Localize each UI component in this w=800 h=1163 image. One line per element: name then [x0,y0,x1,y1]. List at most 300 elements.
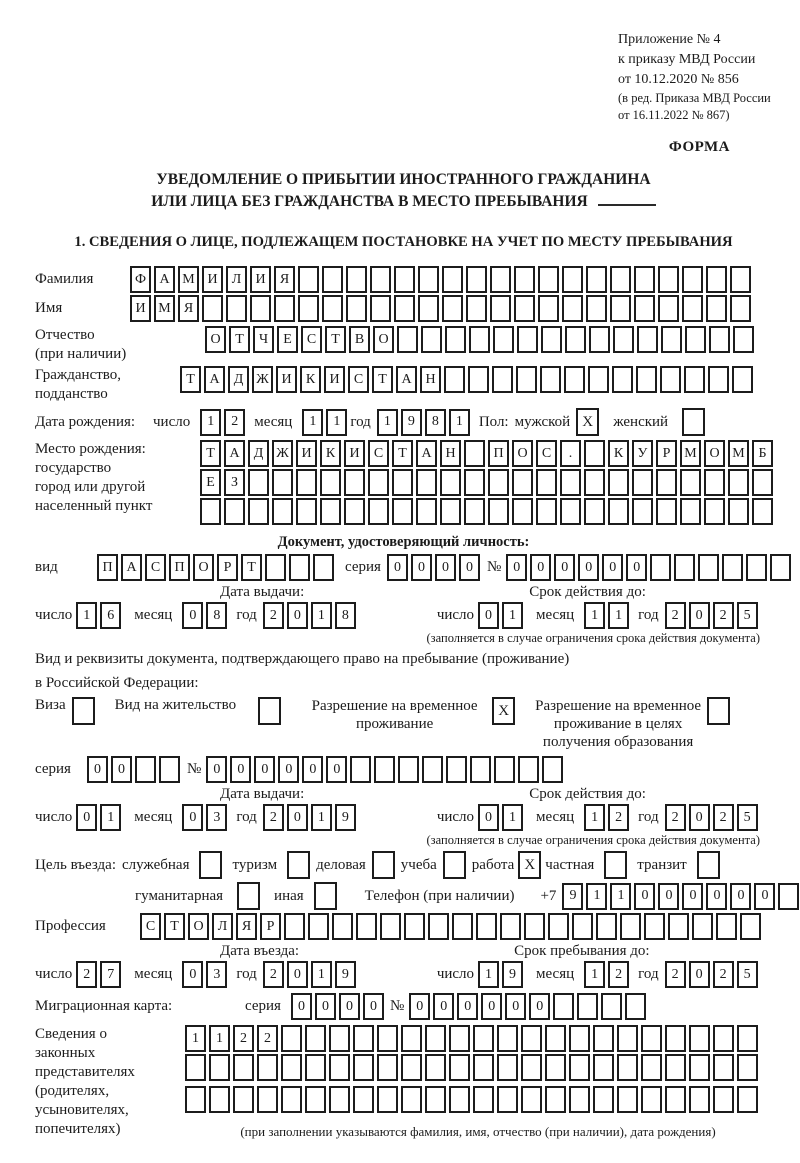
char-cell[interactable]: С [145,554,166,581]
char-cell[interactable] [421,326,442,353]
char-cell[interactable]: Б [752,440,773,467]
char-cell[interactable] [350,756,371,783]
char-cell[interactable] [185,1086,206,1113]
char-cell[interactable]: 1 [326,409,347,436]
char-cell[interactable]: 0 [682,883,703,910]
char-cell[interactable] [704,469,725,496]
char-cell[interactable]: . [560,440,581,467]
char-cell[interactable] [540,366,561,393]
char-cell[interactable]: 0 [435,554,456,581]
char-cell[interactable] [538,266,559,293]
purpose-study-checkbox[interactable] [443,851,466,879]
char-cell[interactable] [644,913,665,940]
char-cell[interactable] [541,326,562,353]
char-cell[interactable] [377,1086,398,1113]
char-cell[interactable] [497,1054,518,1081]
char-cell[interactable] [257,1086,278,1113]
char-cell[interactable]: О [205,326,226,353]
char-cell[interactable] [658,295,679,322]
char-cell[interactable] [320,498,341,525]
char-cell[interactable]: 0 [409,993,430,1020]
char-cell[interactable]: Я [236,913,257,940]
char-cell[interactable] [538,295,559,322]
char-cell[interactable] [632,498,653,525]
char-cell[interactable] [329,1086,350,1113]
char-cell[interactable] [397,326,418,353]
char-cell[interactable] [418,295,439,322]
char-cell[interactable] [562,295,583,322]
char-cell[interactable] [569,1025,590,1052]
char-cell[interactable] [444,366,465,393]
char-cell[interactable]: Р [260,913,281,940]
char-cell[interactable] [488,498,509,525]
char-cell[interactable]: 0 [459,554,480,581]
char-cell[interactable] [250,295,271,322]
char-cell[interactable]: 1 [100,804,121,831]
char-cell[interactable] [493,326,514,353]
char-cell[interactable]: И [130,295,151,322]
char-cell[interactable] [536,469,557,496]
char-cell[interactable] [634,295,655,322]
char-cell[interactable] [685,326,706,353]
char-cell[interactable] [577,993,598,1020]
char-cell[interactable] [370,266,391,293]
char-cell[interactable] [442,295,463,322]
char-cell[interactable] [468,366,489,393]
char-cell[interactable]: 0 [326,756,347,783]
char-cell[interactable] [398,756,419,783]
char-cell[interactable] [680,498,701,525]
char-cell[interactable]: 9 [335,804,356,831]
char-cell[interactable] [584,498,605,525]
char-cell[interactable] [656,498,677,525]
char-cell[interactable]: 0 [578,554,599,581]
char-cell[interactable] [329,1025,350,1052]
char-cell[interactable]: 1 [586,883,607,910]
char-cell[interactable] [545,1025,566,1052]
char-cell[interactable] [296,469,317,496]
char-cell[interactable] [562,266,583,293]
char-cell[interactable]: 3 [206,961,227,988]
char-cell[interactable] [440,469,461,496]
char-cell[interactable]: Т [392,440,413,467]
char-cell[interactable] [728,498,749,525]
char-cell[interactable]: О [512,440,533,467]
char-cell[interactable] [320,469,341,496]
char-cell[interactable] [674,554,695,581]
char-cell[interactable] [661,326,682,353]
char-cell[interactable]: А [204,366,225,393]
char-cell[interactable]: 0 [254,756,275,783]
char-cell[interactable]: П [488,440,509,467]
char-cell[interactable] [650,554,671,581]
purpose-humanitarian-checkbox[interactable] [237,882,260,910]
char-cell[interactable] [305,1025,326,1052]
char-cell[interactable]: Н [440,440,461,467]
char-cell[interactable] [737,1025,758,1052]
char-cell[interactable]: Д [248,440,269,467]
char-cell[interactable] [584,469,605,496]
char-cell[interactable] [706,266,727,293]
char-cell[interactable] [440,498,461,525]
char-cell[interactable]: 9 [562,883,583,910]
char-cell[interactable]: 0 [554,554,575,581]
char-cell[interactable] [473,1086,494,1113]
char-cell[interactable] [446,756,467,783]
char-cell[interactable]: 0 [505,993,526,1020]
char-cell[interactable] [469,326,490,353]
char-cell[interactable]: С [140,913,161,940]
char-cell[interactable] [265,554,286,581]
char-cell[interactable] [344,498,365,525]
char-cell[interactable]: 0 [182,602,203,629]
char-cell[interactable] [545,1054,566,1081]
char-cell[interactable] [593,1025,614,1052]
char-cell[interactable]: 1 [76,602,97,629]
char-cell[interactable] [368,469,389,496]
char-cell[interactable] [708,366,729,393]
char-cell[interactable]: 0 [433,993,454,1020]
char-cell[interactable]: 0 [481,993,502,1020]
char-cell[interactable]: М [680,440,701,467]
char-cell[interactable]: Ж [252,366,273,393]
char-cell[interactable]: 1 [185,1025,206,1052]
char-cell[interactable] [281,1086,302,1113]
char-cell[interactable] [569,1086,590,1113]
female-checkbox[interactable] [682,408,705,436]
char-cell[interactable] [308,913,329,940]
char-cell[interactable] [344,469,365,496]
char-cell[interactable]: 1 [502,602,523,629]
char-cell[interactable]: 5 [737,602,758,629]
char-cell[interactable] [518,756,539,783]
char-cell[interactable]: 1 [502,804,523,831]
char-cell[interactable] [401,1054,422,1081]
char-cell[interactable] [392,469,413,496]
edu-permit-checkbox[interactable] [707,697,730,725]
char-cell[interactable] [641,1025,662,1052]
purpose-other-checkbox[interactable] [314,882,337,910]
char-cell[interactable] [332,913,353,940]
char-cell[interactable]: О [188,913,209,940]
char-cell[interactable] [281,1054,302,1081]
char-cell[interactable] [425,1054,446,1081]
char-cell[interactable] [553,993,574,1020]
char-cell[interactable] [224,498,245,525]
char-cell[interactable] [272,469,293,496]
char-cell[interactable] [752,469,773,496]
char-cell[interactable] [425,1086,446,1113]
char-cell[interactable] [542,756,563,783]
char-cell[interactable] [418,266,439,293]
char-cell[interactable]: 0 [411,554,432,581]
char-cell[interactable]: О [373,326,394,353]
char-cell[interactable]: 0 [457,993,478,1020]
purpose-transit-checkbox[interactable] [697,851,720,879]
char-cell[interactable] [392,498,413,525]
char-cell[interactable]: 7 [100,961,121,988]
char-cell[interactable]: Н [420,366,441,393]
char-cell[interactable] [514,266,535,293]
char-cell[interactable] [713,1025,734,1052]
char-cell[interactable] [274,295,295,322]
char-cell[interactable]: Е [200,469,221,496]
char-cell[interactable]: И [296,440,317,467]
char-cell[interactable] [368,498,389,525]
char-cell[interactable] [488,469,509,496]
char-cell[interactable]: М [728,440,749,467]
char-cell[interactable] [404,913,425,940]
char-cell[interactable] [593,1054,614,1081]
char-cell[interactable]: И [250,266,271,293]
char-cell[interactable] [665,1054,686,1081]
char-cell[interactable] [422,756,443,783]
char-cell[interactable]: И [324,366,345,393]
char-cell[interactable] [284,913,305,940]
char-cell[interactable] [625,993,646,1020]
char-cell[interactable]: 2 [608,961,629,988]
char-cell[interactable]: 0 [626,554,647,581]
char-cell[interactable] [512,498,533,525]
char-cell[interactable] [608,469,629,496]
char-cell[interactable]: 0 [230,756,251,783]
char-cell[interactable]: Ч [253,326,274,353]
char-cell[interactable] [713,1054,734,1081]
char-cell[interactable]: К [320,440,341,467]
char-cell[interactable] [732,366,753,393]
char-cell[interactable]: О [193,554,214,581]
char-cell[interactable] [620,913,641,940]
char-cell[interactable]: М [154,295,175,322]
char-cell[interactable]: С [301,326,322,353]
char-cell[interactable] [500,913,521,940]
char-cell[interactable]: Я [274,266,295,293]
char-cell[interactable] [473,1025,494,1052]
char-cell[interactable]: 1 [200,409,221,436]
char-cell[interactable] [740,913,761,940]
char-cell[interactable] [353,1025,374,1052]
char-cell[interactable] [492,366,513,393]
char-cell[interactable] [248,469,269,496]
char-cell[interactable] [516,366,537,393]
char-cell[interactable] [401,1086,422,1113]
char-cell[interactable]: 1 [478,961,499,988]
char-cell[interactable] [380,913,401,940]
male-checkbox[interactable]: X [576,408,599,436]
char-cell[interactable] [416,469,437,496]
char-cell[interactable] [521,1086,542,1113]
char-cell[interactable] [610,295,631,322]
char-cell[interactable]: 2 [257,1025,278,1052]
char-cell[interactable] [641,1086,662,1113]
char-cell[interactable] [464,440,485,467]
char-cell[interactable] [716,913,737,940]
char-cell[interactable]: А [416,440,437,467]
char-cell[interactable] [617,1025,638,1052]
char-cell[interactable] [572,913,593,940]
char-cell[interactable] [346,266,367,293]
char-cell[interactable] [416,498,437,525]
char-cell[interactable] [442,266,463,293]
char-cell[interactable]: 0 [689,804,710,831]
char-cell[interactable]: 1 [584,804,605,831]
char-cell[interactable] [202,295,223,322]
residence-permit-checkbox[interactable] [258,697,281,725]
char-cell[interactable] [305,1054,326,1081]
purpose-business-checkbox[interactable] [372,851,395,879]
char-cell[interactable] [752,498,773,525]
char-cell[interactable] [730,266,751,293]
char-cell[interactable]: 6 [100,602,121,629]
char-cell[interactable] [682,266,703,293]
char-cell[interactable] [560,469,581,496]
char-cell[interactable] [596,913,617,940]
char-cell[interactable] [517,326,538,353]
char-cell[interactable] [281,1025,302,1052]
char-cell[interactable]: 1 [209,1025,230,1052]
purpose-work-checkbox[interactable]: X [518,851,541,879]
char-cell[interactable] [449,1086,470,1113]
char-cell[interactable]: 0 [87,756,108,783]
char-cell[interactable]: 8 [206,602,227,629]
char-cell[interactable]: И [202,266,223,293]
char-cell[interactable] [689,1086,710,1113]
char-cell[interactable] [470,756,491,783]
visa-checkbox[interactable] [72,697,95,725]
char-cell[interactable] [200,498,221,525]
char-cell[interactable]: В [349,326,370,353]
char-cell[interactable] [289,554,310,581]
char-cell[interactable]: И [276,366,297,393]
char-cell[interactable]: 2 [233,1025,254,1052]
char-cell[interactable] [329,1054,350,1081]
char-cell[interactable]: 8 [425,409,446,436]
char-cell[interactable]: Р [656,440,677,467]
char-cell[interactable] [706,295,727,322]
char-cell[interactable] [209,1054,230,1081]
char-cell[interactable]: 2 [263,961,284,988]
char-cell[interactable] [548,913,569,940]
char-cell[interactable]: 2 [608,804,629,831]
char-cell[interactable]: С [368,440,389,467]
char-cell[interactable]: 2 [713,804,734,831]
char-cell[interactable]: 0 [76,804,97,831]
char-cell[interactable] [617,1054,638,1081]
char-cell[interactable]: 0 [478,602,499,629]
char-cell[interactable] [586,266,607,293]
char-cell[interactable] [586,295,607,322]
char-cell[interactable] [425,1025,446,1052]
char-cell[interactable] [770,554,791,581]
char-cell[interactable] [185,1054,206,1081]
char-cell[interactable] [617,1086,638,1113]
char-cell[interactable] [641,1054,662,1081]
char-cell[interactable] [490,266,511,293]
char-cell[interactable]: Е [277,326,298,353]
char-cell[interactable] [497,1086,518,1113]
char-cell[interactable] [612,366,633,393]
char-cell[interactable]: 0 [658,883,679,910]
char-cell[interactable]: И [344,440,365,467]
char-cell[interactable] [584,440,605,467]
char-cell[interactable] [464,469,485,496]
char-cell[interactable] [601,993,622,1020]
char-cell[interactable] [298,295,319,322]
char-cell[interactable] [632,469,653,496]
char-cell[interactable] [569,1054,590,1081]
temp-permit-checkbox[interactable]: X [492,697,515,725]
char-cell[interactable]: 2 [665,961,686,988]
char-cell[interactable] [565,326,586,353]
char-cell[interactable] [512,469,533,496]
char-cell[interactable] [209,1086,230,1113]
char-cell[interactable]: 0 [278,756,299,783]
char-cell[interactable] [401,1025,422,1052]
char-cell[interactable]: 0 [182,804,203,831]
char-cell[interactable]: 0 [387,554,408,581]
char-cell[interactable]: 5 [737,804,758,831]
char-cell[interactable] [637,326,658,353]
char-cell[interactable] [346,295,367,322]
char-cell[interactable] [466,266,487,293]
char-cell[interactable] [656,469,677,496]
char-cell[interactable]: 0 [706,883,727,910]
purpose-tourism-checkbox[interactable] [287,851,310,879]
char-cell[interactable]: 9 [335,961,356,988]
char-cell[interactable] [536,498,557,525]
char-cell[interactable]: Т [180,366,201,393]
char-cell[interactable] [737,1054,758,1081]
char-cell[interactable]: 2 [665,602,686,629]
char-cell[interactable]: 0 [287,804,308,831]
char-cell[interactable] [226,295,247,322]
char-cell[interactable]: 9 [401,409,422,436]
char-cell[interactable]: У [632,440,653,467]
char-cell[interactable]: 0 [339,993,360,1020]
char-cell[interactable] [564,366,585,393]
char-cell[interactable] [377,1054,398,1081]
char-cell[interactable] [248,498,269,525]
char-cell[interactable] [689,1054,710,1081]
char-cell[interactable]: А [224,440,245,467]
char-cell[interactable]: П [169,554,190,581]
char-cell[interactable]: А [121,554,142,581]
char-cell[interactable] [521,1025,542,1052]
char-cell[interactable] [684,366,705,393]
char-cell[interactable] [704,498,725,525]
char-cell[interactable] [296,498,317,525]
char-cell[interactable] [272,498,293,525]
char-cell[interactable]: 1 [311,804,332,831]
char-cell[interactable] [159,756,180,783]
char-cell[interactable] [394,295,415,322]
purpose-private-checkbox[interactable] [604,851,627,879]
char-cell[interactable] [658,266,679,293]
char-cell[interactable] [473,1054,494,1081]
char-cell[interactable] [464,498,485,525]
char-cell[interactable]: 0 [206,756,227,783]
char-cell[interactable]: 8 [335,602,356,629]
char-cell[interactable] [449,1054,470,1081]
char-cell[interactable]: 1 [377,409,398,436]
char-cell[interactable]: К [300,366,321,393]
char-cell[interactable] [305,1086,326,1113]
char-cell[interactable] [746,554,767,581]
char-cell[interactable]: 0 [529,993,550,1020]
char-cell[interactable] [377,1025,398,1052]
char-cell[interactable]: 0 [730,883,751,910]
char-cell[interactable] [298,266,319,293]
